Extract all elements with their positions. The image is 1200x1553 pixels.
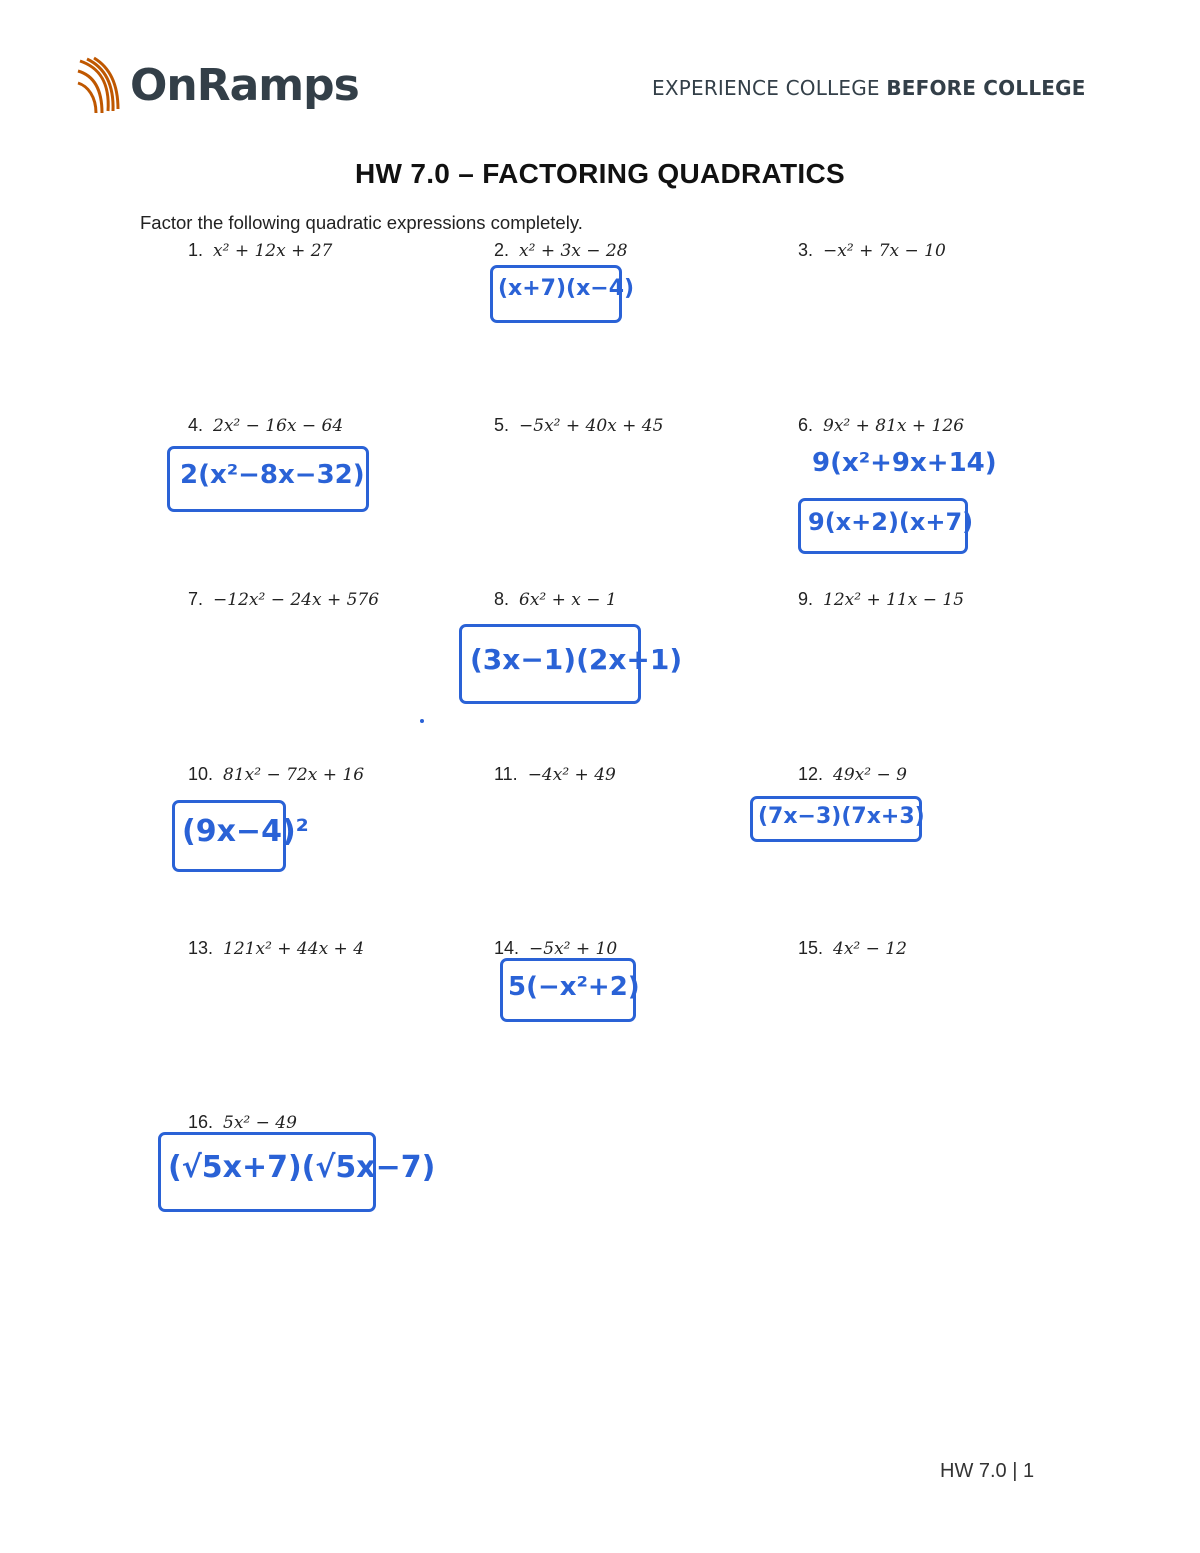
problem-expression: −4x² + 49 <box>527 765 616 785</box>
problem-number: 10. <box>188 764 214 784</box>
onramps-swoosh-icon <box>76 53 126 117</box>
problem-14 <box>494 938 617 959</box>
ink-dot <box>420 719 424 723</box>
problem-6 <box>798 415 964 436</box>
problem-number: 3. <box>798 240 814 260</box>
problem-number: 1. <box>188 240 204 260</box>
problem-9 <box>798 589 964 610</box>
problem-number: 8. <box>494 589 510 609</box>
handwritten-answer-4: 2(x²−8x−32) <box>180 460 365 490</box>
problem-expression: −x² + 7x − 10 <box>823 241 946 261</box>
problem-number: 12. <box>798 764 824 784</box>
problem-expression: x² + 3x − 28 <box>519 241 628 261</box>
problem-number: 14. <box>494 938 520 958</box>
problem-expression: 4x² − 12 <box>833 939 907 959</box>
logo-text: OnRamps <box>130 59 359 111</box>
problem-expression: −5x² + 10 <box>529 939 618 959</box>
problem-number: 13. <box>188 938 214 958</box>
page-title: HW 7.0 – FACTORING QUADRATICS <box>355 158 845 189</box>
tagline <box>652 76 1086 100</box>
problem-expression: x² + 12x + 27 <box>213 241 333 261</box>
problem-11 <box>494 764 616 785</box>
page-footer: HW 7.0 | 1 <box>940 1460 1035 1482</box>
problem-expression: 2x² − 16x − 64 <box>213 416 344 436</box>
problem-expression: −12x² − 24x + 576 <box>213 590 380 610</box>
onramps-logo <box>76 50 359 120</box>
problem-expression: 121x² + 44x + 4 <box>223 939 365 959</box>
handwritten-answer-2: (x+7)(x−4) <box>498 276 635 301</box>
problem-12 <box>798 764 907 785</box>
instructions: Factor the following quadratic expressions completely. <box>140 212 583 233</box>
problem-expression: 81x² − 72x + 16 <box>223 765 365 785</box>
problem-number: 2. <box>494 240 510 260</box>
problem-8 <box>494 589 617 610</box>
problem-16 <box>188 1112 297 1133</box>
problem-expression: 5x² − 49 <box>223 1113 297 1133</box>
problem-expression: 6x² + x − 1 <box>519 590 617 610</box>
problem-number: 5. <box>494 415 510 435</box>
problem-7 <box>188 589 379 610</box>
problem-expression: 9x² + 81x + 126 <box>823 416 965 436</box>
problem-number: 11. <box>494 764 518 784</box>
tagline-part2: BEFORE COLLEGE <box>886 76 1086 100</box>
problem-5 <box>494 415 663 436</box>
problem-1 <box>188 240 332 261</box>
problem-number: 4. <box>188 415 204 435</box>
handwritten-answer-10: (9x−4)² <box>182 814 309 849</box>
problem-3 <box>798 240 946 261</box>
handwritten-answer-14: 5(−x²+2) <box>508 972 640 1002</box>
handwritten-answer-8: (3x−1)(2x+1) <box>470 643 683 676</box>
tagline-part1: EXPERIENCE COLLEGE <box>652 76 887 100</box>
problem-13 <box>188 938 364 959</box>
handwritten-answer-16: (√5x+7)(√5x−7) <box>168 1150 436 1185</box>
problem-expression: 12x² + 11x − 15 <box>823 590 965 610</box>
problem-2 <box>494 240 628 261</box>
handwritten-step-6: 9(x²+9x+14) <box>812 448 997 478</box>
problem-number: 7. <box>188 589 204 609</box>
problem-expression: 49x² − 9 <box>833 765 907 785</box>
problem-10 <box>188 764 364 785</box>
handwritten-answer-6: 9(x+2)(x+7) <box>808 508 974 536</box>
problem-number: 6. <box>798 415 814 435</box>
problem-expression: −5x² + 40x + 45 <box>519 416 664 436</box>
handwritten-answer-12: (7x−3)(7x+3) <box>758 804 925 829</box>
problem-number: 9. <box>798 589 814 609</box>
problem-number: 15. <box>798 938 824 958</box>
problem-number: 16. <box>188 1112 214 1132</box>
problem-4 <box>188 415 343 436</box>
problem-15 <box>798 938 907 959</box>
